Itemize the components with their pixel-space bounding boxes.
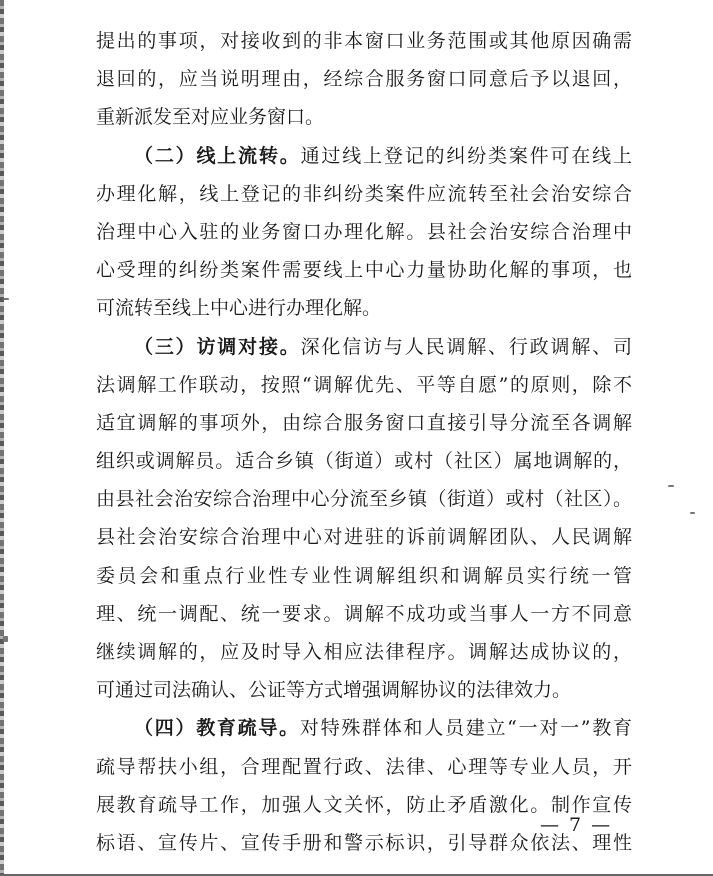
text-line [96,709,632,747]
section-heading: （二）线上流转。 [134,144,301,167]
paragraph-2 [96,137,632,328]
text-line: 由县社会治安综合治理中心分流至乡镇（街道）或村（社区）。 [96,488,632,511]
text-line: 组织或调解员。适合乡镇（街道）或村（社区）属地调解的， [96,450,632,473]
text-line: 委员会和重点行业性专业性调解组织和调解员实行统一管 [96,564,632,587]
text-line: 标语、宣传片、宣传手册和警示标识，引导群众依法、理性 [96,831,632,854]
text-line: 治理中心入驻的业务窗口办理化解。县社会治安综合治理中 [96,220,632,243]
scan-speck [690,512,695,514]
body-text [96,22,632,862]
text-line: 提出的事项，对接收到的非本窗口业务范围或其他原因确需 [96,30,632,52]
text-line: 重新派发至对应业务窗口。 [96,106,325,129]
paragraph-1 [96,22,632,137]
text-line [96,328,632,366]
text-line: 办理化解，线上登记的非纠纷类案件应流转至社会治安综合 [96,182,632,205]
text-run: 对特殊群体和人员建立“一对一”教育 [299,717,632,740]
text-line [96,137,632,175]
text-line: 疏导帮扶小组，合理配置行政、法律、心理等专业人员，开 [96,755,632,778]
text-line: 心受理的纠纷类案件需要线上中心力量协助化解的事项，也 [96,259,632,282]
text-line: 可通过司法确认、公证等方式增强调解协议的法律效力。 [96,679,572,702]
text-line: 法调解工作联动，按照“调解优先、平等自愿”的原则，除不 [96,373,632,396]
scan-speck [3,298,9,300]
text-run: 深化信访与人民调解、行政调解、司 [300,335,632,358]
text-run: 通过线上登记的纠纷类案件可在线上 [300,144,632,167]
text-line: 退回的，应当说明理由，经综合服务窗口同意后予以退回， [96,68,632,91]
text-line: 展教育疏导工作，加强人文关怀，防止矛盾激化。制作宣传 [96,793,632,816]
page-number: — 7 — [540,814,613,836]
text-line: 理、统一调配、统一要求。调解不成功或当事人一方不同意 [96,602,632,625]
paragraph-4 [96,709,632,862]
text-line: 可流转至线上中心进行办理化解。 [96,297,382,320]
text-line: 继续调解的，应及时导入相应法律程序。调解达成协议的， [96,641,632,663]
section-heading: （四）教育疏导。 [134,717,300,740]
text-line: 适宜调解的事项外，由综合服务窗口直接引导分流至各调解 [96,411,632,434]
scan-speck [3,636,8,642]
paragraph-3 [96,328,632,710]
section-heading: （三）访调对接。 [134,335,301,358]
scan-left-edge [0,0,4,876]
text-line: 县社会治安综合治理中心对进驻的诉前调解团队、人民调解 [96,526,632,549]
scan-speck [668,485,674,487]
